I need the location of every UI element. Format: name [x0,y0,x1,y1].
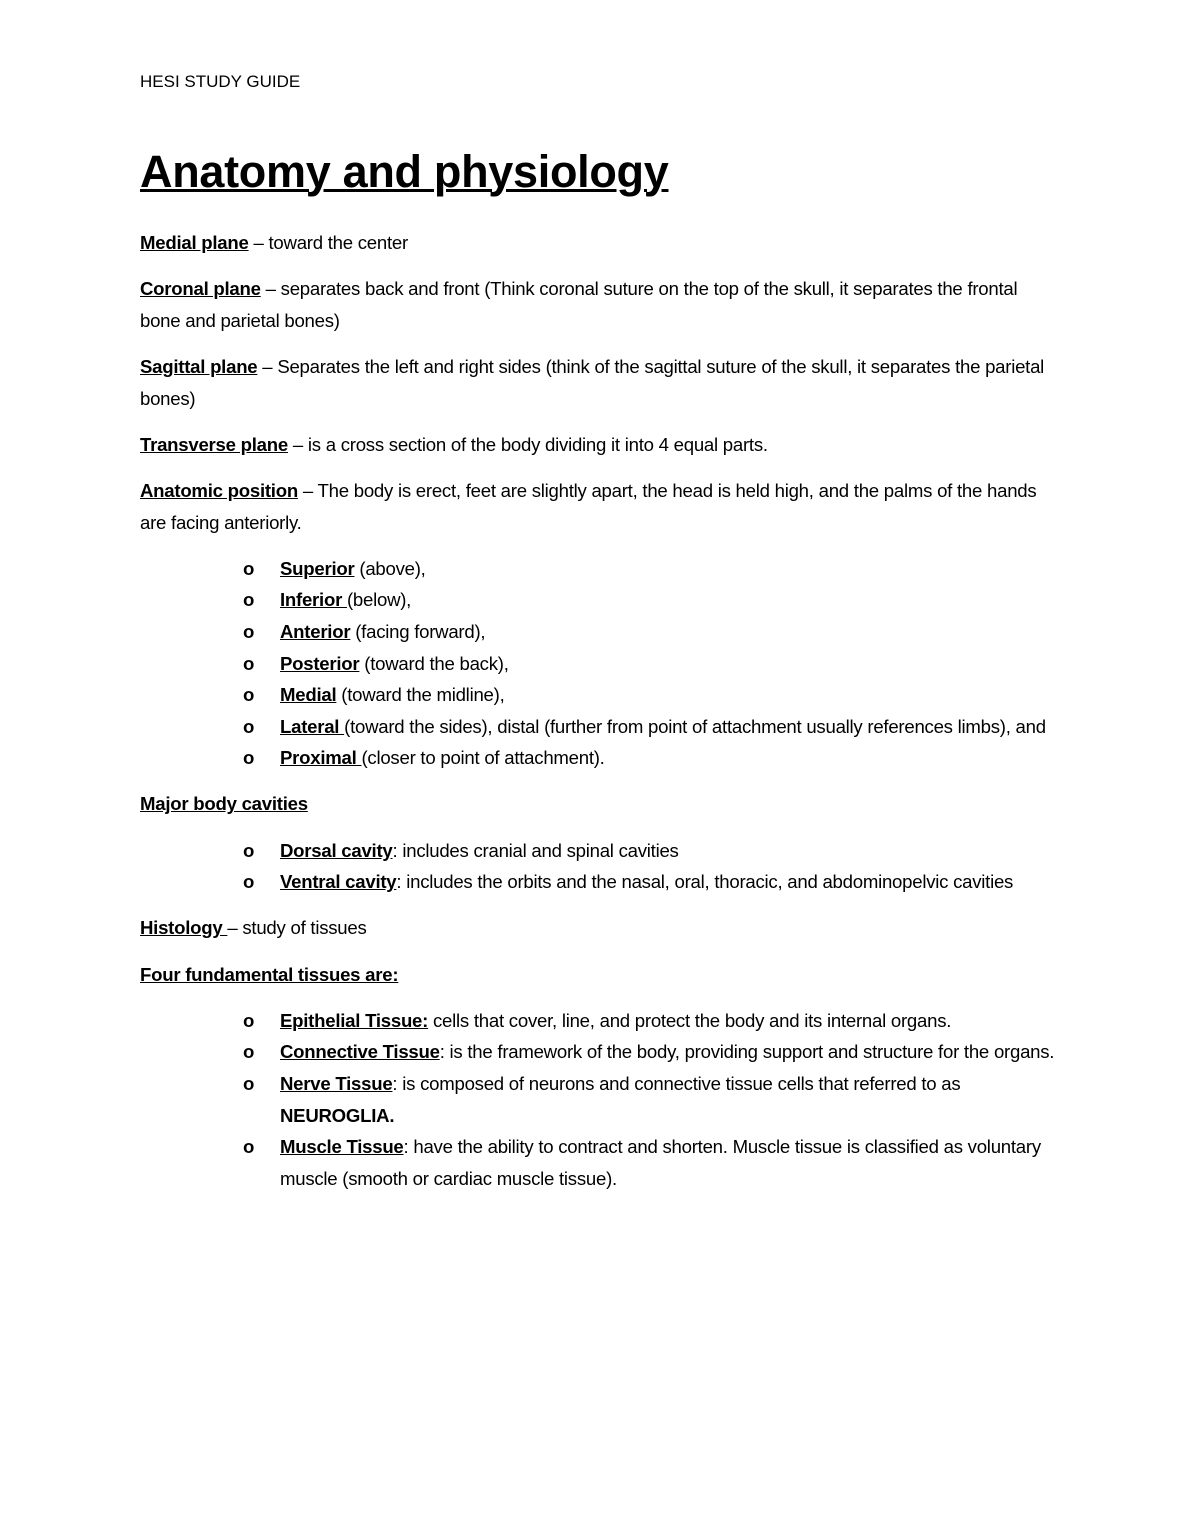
item-text: (closer to point of attachment). [361,747,605,769]
cavities-heading [140,788,1055,820]
list-item [243,835,1055,867]
item-text: : includes cranial and spinal cavities [392,839,679,861]
item-text: (facing forward), [350,620,486,642]
list-item [243,679,1055,711]
bullet-icon: o [243,1073,255,1094]
heading-text: Four fundamental tissues are: [140,963,399,985]
definition-paragraph [140,227,1055,259]
list-item [243,616,1055,648]
page-title: Anatomy and physiology [140,146,669,197]
definition-term: Sagittal plane [140,355,258,377]
bullet-icon: o [243,684,255,706]
list-item [243,648,1055,680]
item-text: : is the framework of the body, providing support and structure for the organs. [439,1041,1055,1063]
item-term: Inferior [280,589,347,611]
definition-paragraph [140,351,1055,414]
bullet-icon: o [243,747,255,769]
list-item [243,553,1055,585]
item-term: Superior [280,557,355,579]
definition-paragraph [140,475,1055,538]
definition-text: – separates back and front (Think coronal suture on the top of the skull, it separates the frontal bone and parietal bones) [140,278,1018,331]
item-term: Epithelial Tissue: [280,1009,429,1031]
definition-term: Medial plane [140,232,249,253]
definition-text: – The body is erect, feet are slightly apart, the head is held high, and the palms of the hands are facing anteriorly. [140,479,1037,533]
bullet-icon: o [243,1041,255,1063]
list-item [243,1068,1055,1131]
definition-term: Transverse plane [140,433,288,455]
item-text: (toward the sides), distal (further from point of attachment usually references limbs), and [344,715,1046,737]
item-emphasis: NEUROGLIA. [280,1104,395,1126]
item-text: (above), [354,557,426,579]
bullet-icon: o [243,839,255,861]
definition-paragraph [140,429,1055,461]
item-text: (toward the back), [359,652,509,674]
bullet-icon: o [243,1136,255,1158]
cavities-list [140,835,1055,898]
definition-text: – Separates the left and right sides (think of the sagittal suture of the skull, it separates the parietal bones) [140,355,1045,409]
tissues-heading [140,959,1055,991]
bullet-icon: o [243,1009,255,1031]
item-term: Medial [280,684,337,706]
bullet-icon: o [243,715,255,737]
item-text: (below), [346,589,412,611]
item-term: Anterior [280,620,351,642]
item-term: Lateral [280,715,345,737]
heading-text: Major body cavities [140,793,308,815]
list-item [243,1036,1055,1068]
item-term: Nerve Tissue [280,1073,393,1094]
list-item [243,584,1055,616]
definition-text: – is a cross section of the body dividing it into 4 equal parts. [287,433,768,455]
item-term: Ventral cavity [280,871,397,893]
item-text: : have the ability to contract and shorten. Muscle tissue is classified as voluntary muscle (smooth or cardiac muscle tissue). [280,1136,1041,1189]
list-item [243,742,1055,774]
bullet-icon: o [243,557,255,579]
item-text: : is composed of neurons and connective tissue cells that referred to as [392,1073,961,1094]
item-term: Proximal [280,747,362,769]
item-term: Connective Tissue [280,1041,440,1063]
histology-definition [140,912,1055,944]
page-header: HESI STUDY GUIDE [140,72,301,91]
bullet-icon: o [243,620,255,642]
definition-paragraph [140,273,1055,336]
definitions-section [140,227,1055,538]
document-body [140,227,1055,1209]
list-item [243,711,1055,743]
definition-term: Coronal plane [140,278,261,300]
bullet-icon: o [243,589,255,611]
definition-text: – study of tissues [227,917,367,939]
bullet-icon: o [243,652,255,674]
item-text: (toward the midline), [336,684,505,706]
list-item [243,866,1055,898]
item-text: : includes the orbits and the nasal, oral, thoracic, and abdominopelvic cavities [396,871,1014,893]
item-text: cells that cover, line, and protect the body and its internal organs. [428,1009,952,1031]
definition-text: – toward the center [248,232,408,253]
item-term: Dorsal cavity [280,839,393,861]
list-item [243,1131,1055,1194]
list-item [243,1005,1055,1037]
directional-terms-list [140,553,1055,774]
tissues-list [140,1005,1055,1195]
definition-term: Anatomic position [140,479,298,501]
item-term: Posterior [280,652,360,674]
bullet-icon: o [243,871,255,893]
definition-term: Histology [140,917,228,939]
item-term: Muscle Tissue [280,1136,404,1158]
